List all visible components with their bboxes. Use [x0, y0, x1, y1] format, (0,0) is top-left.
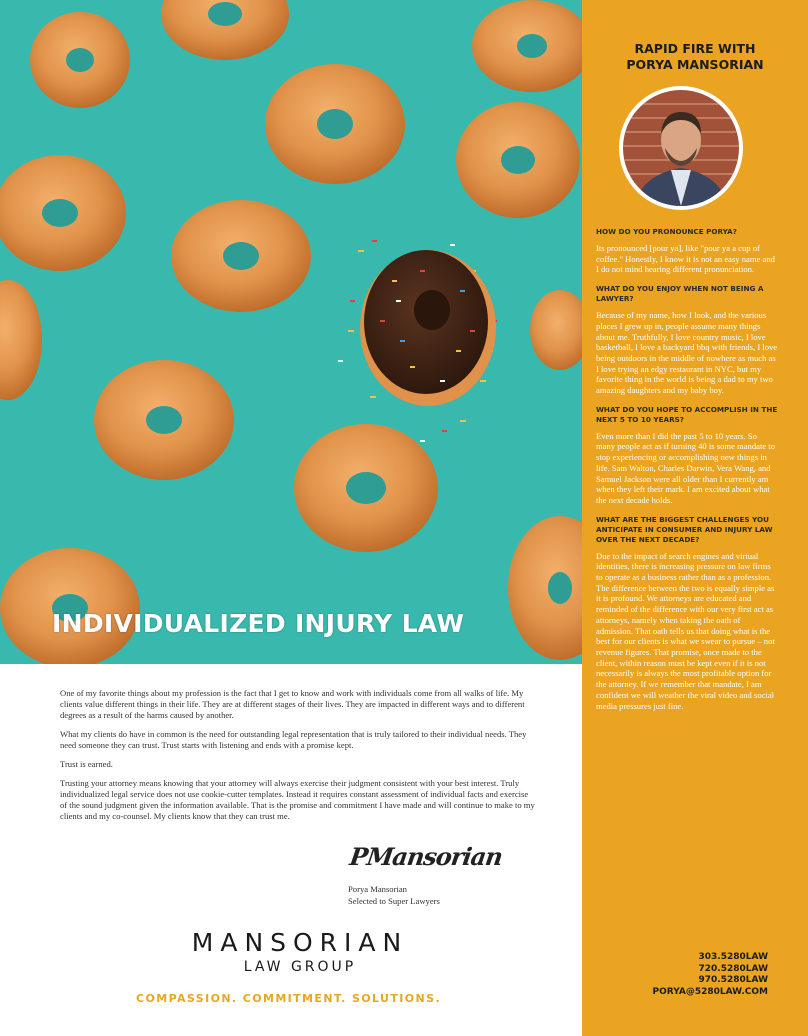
phone-number[interactable]: 303.5280LAW — [698, 952, 768, 962]
sidebar-title-line2: PORYA MANSORIAN — [626, 57, 764, 72]
email-link[interactable]: PORYA@5280LAW.COM — [652, 986, 768, 997]
sidebar-title-line1: RAPID FIRE WITH — [634, 41, 756, 56]
phone-number[interactable]: 720.5280LAW — [698, 963, 768, 974]
body-paragraph: Trust is earned. — [60, 759, 113, 769]
signer-title: Selected to Super Lawyers — [348, 896, 440, 906]
phone-number[interactable]: 970.5280LAW — [698, 975, 768, 985]
signature: PMansorian — [347, 842, 504, 871]
body-paragraph: Trusting your attorney means knowing that your attorney will always exercise their judgment consistent with your best interest. Truly individualized legal service does not use cookie-cutter templates. Instead it requires constant assessment of individual facts and exercise of the sound judgment given the information available. That is the promise and commitment I have made and will continue to make to my clients and my co-counsel. My clients know that they can trust me. — [60, 778, 535, 821]
signer-name: Porya Mansorian — [348, 884, 407, 894]
answer: Its pronounced [pour ya], like "pour ya a cup of coffee." Honestly, I know it is not an easy name and I do not mind hearing different pronunciation. — [596, 243, 775, 275]
answer: Because of my name, how I look, and the various places I grew up in, people assume many things about me. Truthfully, I love country music, I love basketball, I love a backyard bbq with friends, I love being outdoors in the middle of nowhere as much as I love trying an edgy restaurant in NYC, but my favorite thing in the world is being a dad to my two amazing daughters and my baby boy. — [596, 310, 778, 396]
donut-photo — [0, 0, 582, 664]
body-paragraph: What my clients do have in common is the need for outstanding legal representation that is truly tailored to their individual needs. They need someone they can trust. Trust starts with listening and ends with a promise kept. — [60, 729, 527, 750]
logo-wordmark: MANSORIAN — [191, 928, 409, 957]
answer: Even more than I did the past 5 to 10 years. So many people act as if turning 40 is some mandate to stop experiencing or accomplishing new things in life. Sam Walton, Charles Darwin, Vera Wang, and Samuel Jackson were all older than I currently am when they left their mark. I am excited about what the next decade holds. — [596, 430, 775, 505]
body-copy — [60, 688, 536, 830]
firm-logo — [166, 928, 434, 975]
firm-tagline: COMPASSION. COMMITMENT. SOLUTIONS. — [136, 992, 442, 1005]
question: HOW DO YOU PRONOUNCE PORYA? — [596, 227, 737, 236]
question: WHAT DO YOU HOPE TO ACCOMPLISH IN THE NEXT 5 TO 10 YEARS? — [596, 404, 778, 424]
question: WHAT ARE THE BIGGEST CHALLENGES YOU ANTICIPATE IN CONSUMER AND INJURY LAW OVER THE NEXT DECADE? — [596, 514, 773, 544]
question: WHAT DO YOU ENJOY WHEN NOT BEING A LAWYER? — [596, 284, 764, 304]
body-paragraph: One of my favorite things about my profession is the fact that I get to know and work with individuals come from all walks of life. My clients value different things in their life. They are at different stages of their lives. They are impacted in different ways and to different degrees as a result of the harms caused by another. — [60, 688, 525, 720]
hero-image — [0, 0, 582, 664]
hero-headline: INDIVIDUALIZED INJURY LAW — [52, 609, 465, 638]
sidebar-title — [582, 41, 808, 73]
signer-block — [348, 883, 440, 907]
rapid-fire-qa — [596, 227, 778, 720]
portrait-photo — [619, 86, 743, 210]
logo-subtitle: LAW GROUP — [243, 959, 357, 975]
answer: Due to the impact of search engines and virtual identities, there is increasing pressure on law firms to operate as a business rather than as a profession. The difference between the two is equally simple as it is profound. We attorneys are educated and reminded of the difference with our very first act as attorneys, namely when taking the oath of admission. That oath tells us that doing what is the best for our clients is what we swear to pursue – not revenue figures. That promise, once made to the client, within reason must be kept even if it is not necessarily is always the most profitable option for the attorney. If we remember that mandate, I am confident we will weather the viral video and social media pressures just fine. — [596, 550, 775, 711]
contact-info — [653, 952, 768, 998]
rapid-fire-sidebar — [582, 0, 808, 1036]
